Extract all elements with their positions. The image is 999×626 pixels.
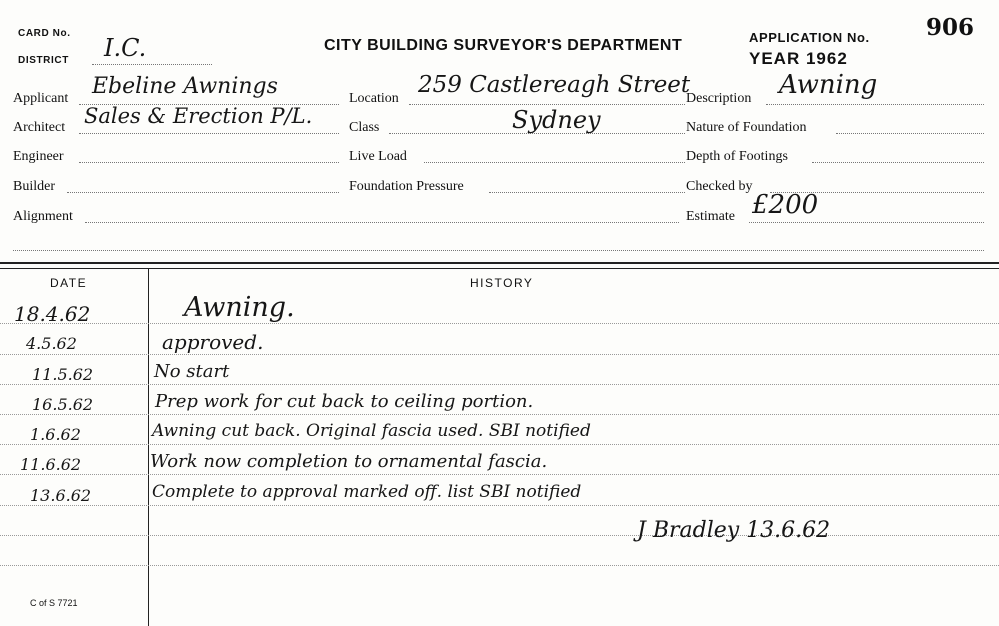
history-date-3: 11.5.62 [32, 365, 94, 384]
estimate-value: £200 [752, 190, 819, 220]
location-line [409, 104, 685, 105]
signature: J Bradley 13.6.62 [637, 518, 831, 543]
application-label: APPLICATION No. [749, 30, 870, 45]
alignment-line [85, 222, 679, 223]
history-top-rule [0, 262, 999, 264]
history-text-5: Awning cut back. Original fascia used. SBI notified [152, 421, 591, 441]
nature-of-foundation-label: Nature of Foundation [686, 120, 807, 135]
class-value: Sydney [512, 106, 601, 134]
live-load-label: Live Load [349, 149, 407, 164]
history-row-line [0, 535, 999, 536]
history-row-line [0, 354, 999, 355]
card-no-label: CARD No. [18, 28, 71, 39]
description-line [766, 104, 984, 105]
history-text-1: Awning. [184, 292, 295, 323]
description-value: Awning [779, 70, 878, 100]
history-row-line [0, 505, 999, 506]
history-column-header: HISTORY [470, 276, 534, 290]
district-label: DISTRICT [18, 55, 69, 66]
district-dotted-line [92, 64, 212, 65]
history-date-7: 13.6.62 [30, 486, 92, 505]
history-row-line [0, 444, 999, 445]
history-row-line [0, 474, 999, 475]
engineer-line [79, 162, 339, 163]
builder-line [67, 192, 339, 193]
estimate-label: Estimate [686, 209, 735, 224]
description-label: Description [686, 91, 752, 106]
alignment-label: Alignment [13, 209, 73, 224]
builder-label: Builder [13, 179, 55, 194]
form-code: C of S 7721 [30, 598, 78, 608]
history-date-5: 1.6.62 [30, 425, 81, 444]
architect-label: Architect [13, 120, 66, 135]
district-value: I.C. [104, 34, 147, 62]
foundation-pressure-label: Foundation Pressure [349, 179, 464, 194]
engineer-label: Engineer [13, 149, 64, 164]
location-label: Location [349, 91, 399, 106]
applicant-label: Applicant [13, 91, 69, 106]
date-column-header: DATE [50, 276, 88, 290]
foundation-pressure-line [489, 192, 685, 193]
history-row-line [0, 323, 999, 324]
live-load-line [424, 162, 685, 163]
history-top-rule-thin [0, 268, 999, 269]
depth-of-footings-label: Depth of Footings [686, 149, 788, 164]
checked-by-label: Checked by [686, 179, 753, 194]
history-date-1: 18.4.62 [14, 302, 91, 326]
application-number: 906 [926, 14, 975, 41]
class-label: Class [349, 120, 380, 135]
year-label: YEAR 1962 [749, 49, 848, 68]
architect-line [79, 133, 339, 134]
history-text-4: Prep work for cut back to ceiling portion. [155, 391, 534, 412]
history-date-6: 11.6.62 [20, 455, 82, 474]
nature-of-foundation-line [836, 133, 984, 134]
history-row-line [0, 414, 999, 415]
estimate-line [749, 222, 984, 223]
applicant-value: Ebeline Awnings [92, 74, 278, 99]
location-value: 259 Castlereagh Street [418, 72, 691, 98]
blank-dotted-line [13, 250, 984, 251]
depth-of-footings-line [812, 162, 984, 163]
history-date-2: 4.5.62 [26, 334, 77, 353]
history-date-4: 16.5.62 [32, 395, 94, 414]
history-text-7: Complete to approval marked off. list SBI notified [152, 482, 582, 502]
history-text-3: No start [154, 361, 230, 382]
history-row-line [0, 565, 999, 566]
architect-value: Sales & Erection P/L. [84, 104, 313, 128]
history-row-line [0, 384, 999, 385]
department-title: CITY BUILDING SURVEYOR'S DEPARTMENT [324, 37, 683, 54]
history-text-2: approved. [162, 330, 264, 354]
history-text-6: Work now completion to ornamental fascia. [150, 451, 548, 472]
